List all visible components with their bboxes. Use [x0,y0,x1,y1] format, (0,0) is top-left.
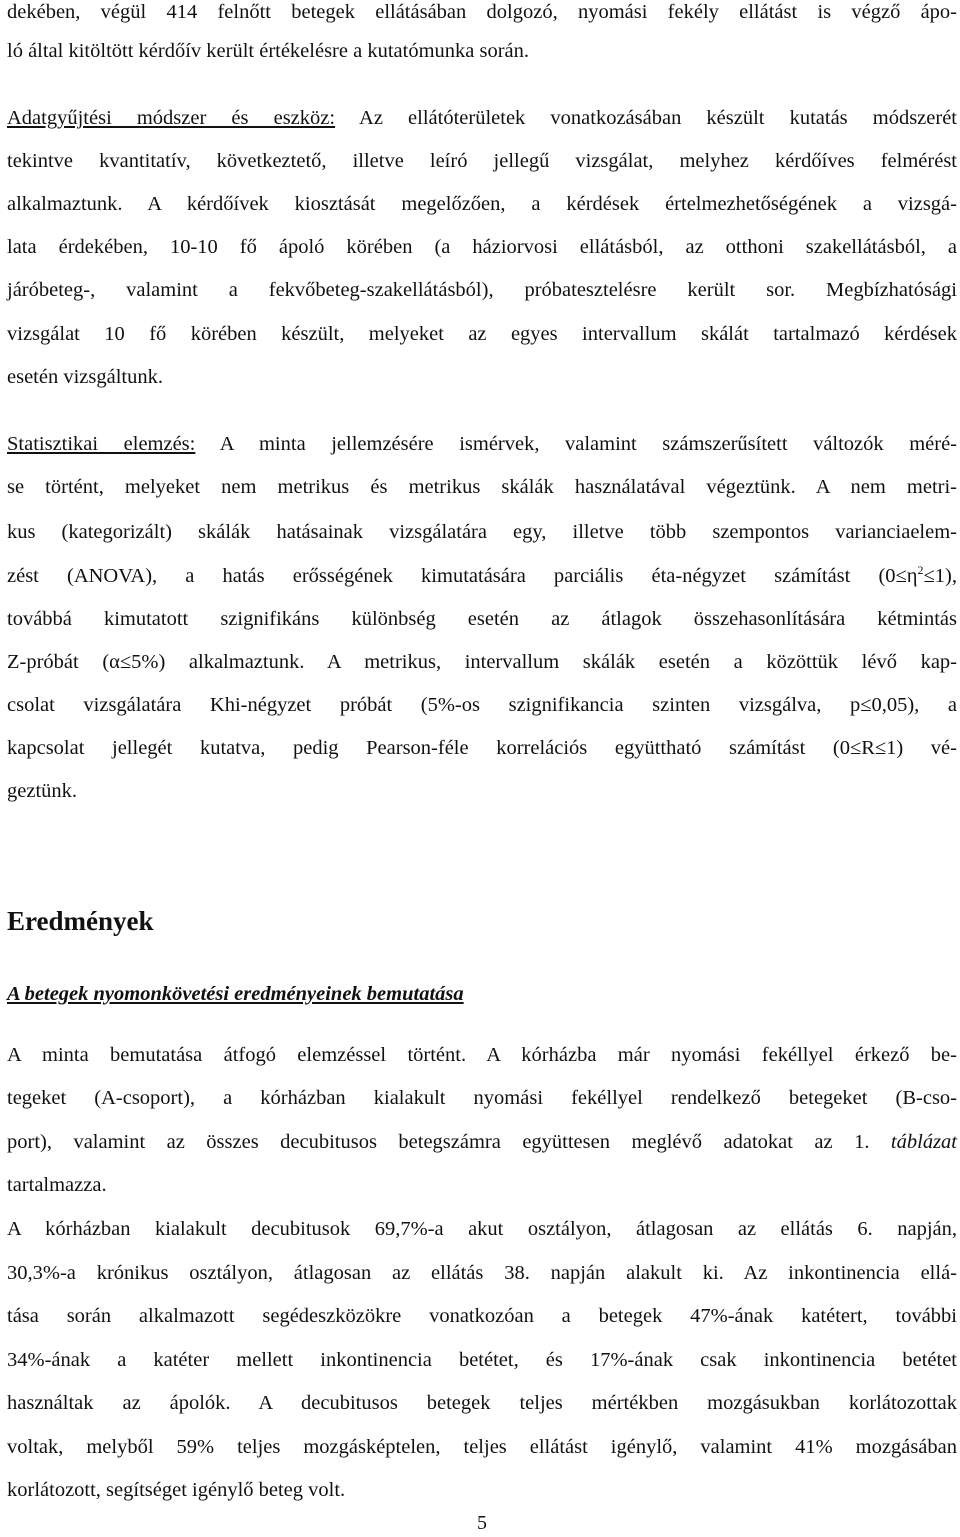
text-line: korlátozott, segítséget igénylő beteg volt. [7,1479,346,1501]
text-line: vizsgálat 10 fő körében készült, melyeket az egyes intervallum skálát tartalmazó kérdések [7,323,957,345]
text-line: voltak, melyből 59% teljes mozgásképtelen, teljes ellátást igénylő, valamint 41% mozgásában [7,1436,957,1458]
superscript: 2 [917,563,924,577]
text-line: járóbeteg-, valamint a fekvőbeteg-szakellátásból), próbatesztelésre került sor. Megbízhatósági [7,279,957,301]
text-line: tartalmazza. [7,1174,107,1196]
stats-label: Statisztikai elemzés: [7,433,196,455]
text-line: se történt, melyeket nem metrikus és metrikus skálák használatával végeztünk. A nem metri- [7,476,957,498]
method-label: Adatgyűjtési módszer és eszköz: [7,107,336,129]
text-line: tekintve kvantitatív, következtető, illetve leíró jellegű vizsgálat, melyhez kérdőíves felmérést [7,150,957,172]
text-span: Az ellátóterületek vonatkozásában készült kutatás módszerét [335,107,958,129]
text-line: lata érdekében, 10-10 fő ápoló körében (a háziorvosi ellátásból, az otthoni szakellátásból, a [7,236,957,258]
text-line: ló által kitöltött kérdőív került értékelésre a kutatómunka során. [7,40,530,62]
text-span: zést (ANOVA), a hatás erősségének kimutatására parciális éta-négyzet számítást (0≤η [7,565,918,587]
text-line: csolat vizsgálatára Khi-négyzet próbát (5%-os szignifikancia szinten vizsgálva, p≤0,05), a [7,694,957,716]
text-line: A kórházban kialakult decubitusok 69,7%-a akut osztályon, átlagosan az ellátás 6. napján, [7,1218,957,1240]
text-line: geztünk. [7,780,78,802]
text-line: 30,3%-a krónikus osztályon, átlagosan az ellátás 38. napján alakult ki. Az inkontinencia ellá- [7,1262,957,1284]
text-line [7,104,957,132]
text-line: továbbá kimutatott szignifikáns különbség esetén az átlagok összehasonlítására kétmintás [7,608,957,630]
text-line: kapcsolat jellegét kutatva, pedig Pearson-féle korrelációs együttható számítást (0≤R≤1) vé- [7,737,957,759]
text-line [7,1128,957,1156]
text-line [7,562,957,590]
text-line: tegeket (A-csoport), a kórházban kialakult nyomási fekéllyel rendelkező betegeket (B-cso- [7,1087,957,1109]
page-number: 5 [477,1512,487,1534]
text-span: A minta jellemzésére ismérvek, valamint számszerűsített változók méré- [195,433,957,455]
text-line: használtak az ápolók. A decubitusos betegek teljes mértékben mozgásukban korlátozottak [7,1392,957,1414]
text-line: tása során alkalmazott segédeszközökre vonatkozóan a betegek 47%-ának katétert, további [7,1305,957,1327]
text-line: A minta bemutatása átfogó elemzéssel történt. A kórházba már nyomási fekéllyel érkező be- [7,1044,957,1066]
text-line: 34%-ának a katéter mellett inkontinencia betétet, és 17%-ának csak inkontinencia betétet [7,1349,957,1371]
text-line: esetén vizsgáltunk. [7,366,163,388]
text-line: kus (kategorizált) skálák hatásainak vizsgálatára egy, illetve több szempontos varianciaelem- [7,521,957,543]
section-subheading: A betegek nyomonkövetési eredményeinek bemutatása [7,983,464,1005]
text-span: ≤1), [923,565,957,587]
text-line: dekében, végül 414 felnőtt betegek ellátásában dolgozó, nyomási fekély ellátást is végző ápo- [7,1,957,23]
text-line: alkalmaztunk. A kérdőívek kiosztását megelőzően, a kérdések értelmezhetőségének a vizsgá- [7,193,957,215]
table-reference: táblázat [890,1131,957,1153]
text-line: Z-próbát (α≤5%) alkalmaztunk. A metrikus, intervallum skálák esetén a közöttük lévő kap- [7,651,957,673]
section-heading: Eredmények [7,906,154,936]
text-line [7,430,957,458]
text-span: port), valamint az összes decubitusos betegszámra együttesen meglévő adatokat az 1. [7,1131,891,1153]
